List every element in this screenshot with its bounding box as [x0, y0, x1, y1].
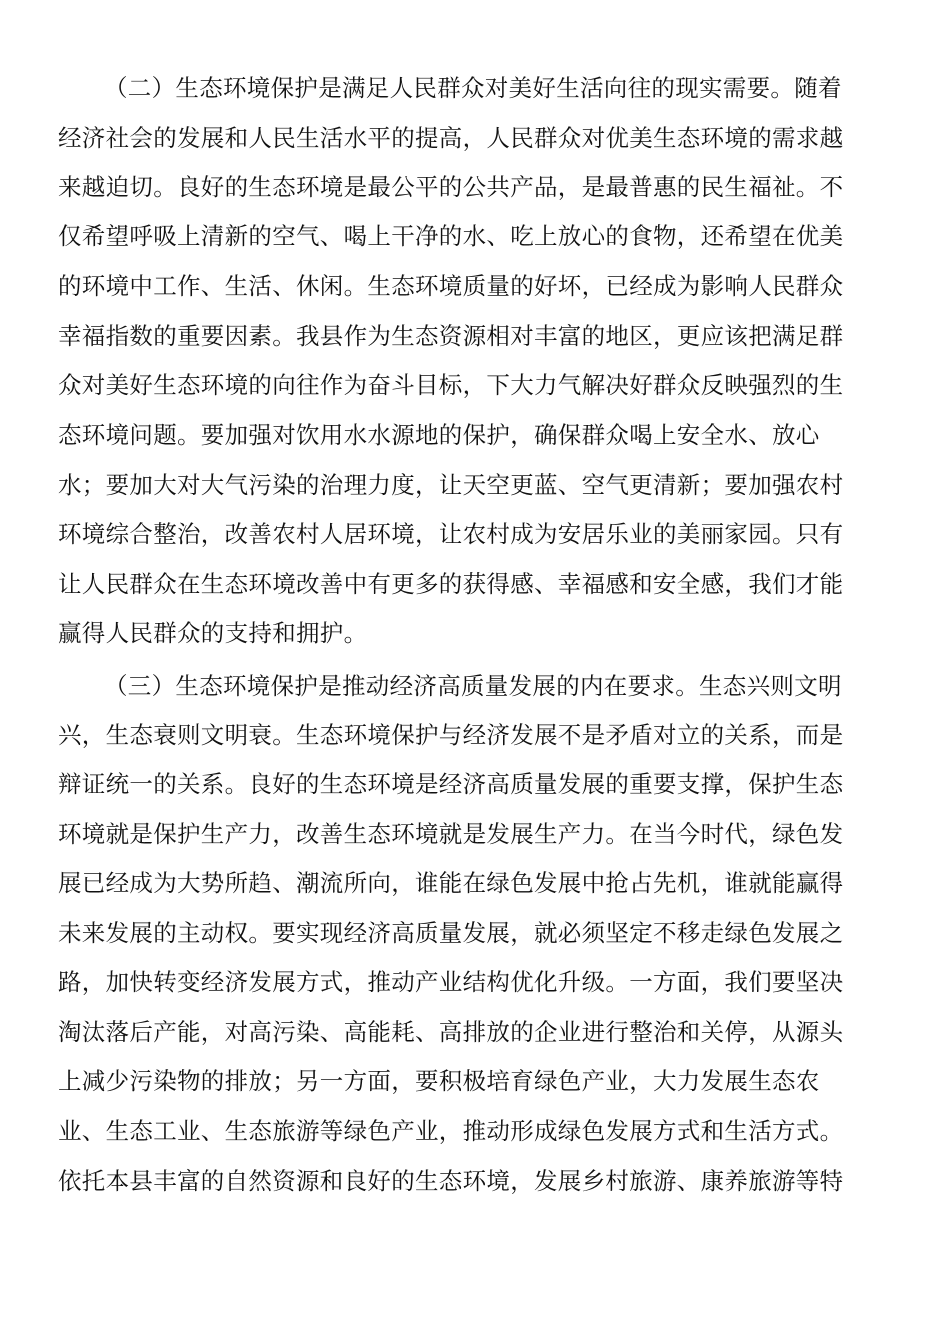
paragraph-3-line-1: （三）生态环境保护是推动经济高质量发展的内在要求。生态兴则文明 [104, 672, 842, 700]
paragraph-3-line-9: 上减少污染物的排放；另一方面，要积极培育绿色产业，大力发展生态农 [58, 1067, 820, 1095]
paragraph-3-line-11: 依托本县丰富的自然资源和良好的生态环境，发展乡村旅游、康养旅游等特 [58, 1167, 844, 1195]
paragraph-2-line-11: 让人民群众在生态环境改善中有更多的获得感、幸福感和安全感，我们才能 [58, 570, 844, 598]
paragraph-2-line-7: 众对美好生态环境的向往作为奋斗目标，下大力气解决好群众反映强烈的生 [58, 371, 844, 399]
paragraph-3-line-5: 展已经成为大势所趋、潮流所向，谁能在绿色发展中抢占先机，谁就能赢得 [58, 869, 844, 897]
paragraph-3-line-2: 兴，生态衰则文明衰。生态环境保护与经济发展不是矛盾对立的关系，而是 [58, 721, 844, 749]
paragraph-3-line-4: 环境就是保护生产力，改善生态环境就是发展生产力。在当今时代，绿色发 [58, 820, 844, 848]
paragraph-3-line-6: 未来发展的主动权。要实现经济高质量发展，就必须坚定不移走绿色发展之 [58, 919, 844, 947]
paragraph-3-line-8: 淘汰落后产能，对高污染、高能耗、高排放的企业进行整治和关停，从源头 [58, 1018, 844, 1046]
paragraph-2-line-1: （二）生态环境保护是满足人民群众对美好生活向往的现实需要。随着 [104, 74, 842, 102]
paragraph-2-line-10: 环境综合整治，改善农村人居环境，让农村成为安居乐业的美丽家园。只有 [58, 520, 844, 548]
paragraph-2-line-12: 赢得人民群众的支持和拥护。 [58, 619, 368, 647]
paragraph-2-line-8: 态环境问题。要加强对饮用水水源地的保护，确保群众喝上安全水、放心 [58, 421, 820, 449]
paragraph-2-line-5: 的环境中工作、生活、休闲。生态环境质量的好坏，已经成为影响人民群众 [58, 272, 844, 300]
paragraph-3-line-7: 路，加快转变经济发展方式，推动产业结构优化升级。一方面，我们要坚决 [58, 968, 844, 996]
paragraph-2-line-9: 水；要加大对大气污染的治理力度，让天空更蓝、空气更清新；要加强农村 [58, 471, 844, 499]
paragraph-2-line-4: 仅希望呼吸上清新的空气、喝上干净的水、吃上放心的食物，还希望在优美 [58, 222, 844, 250]
paragraph-2-line-6: 幸福指数的重要因素。我县作为生态资源相对丰富的地区，更应该把满足群 [58, 322, 844, 350]
paragraph-2-line-2: 经济社会的发展和人民生活水平的提高，人民群众对优美生态环境的需求越 [58, 124, 844, 152]
paragraph-3-line-3: 辩证统一的关系。良好的生态环境是经济高质量发展的重要支撑，保护生态 [58, 770, 844, 798]
paragraph-3-line-10: 业、生态工业、生态旅游等绿色产业，推动形成绿色发展方式和生活方式。 [58, 1117, 844, 1145]
paragraph-2-line-3: 来越迫切。良好的生态环境是最公平的公共产品，是最普惠的民生福祉。不 [58, 173, 844, 201]
